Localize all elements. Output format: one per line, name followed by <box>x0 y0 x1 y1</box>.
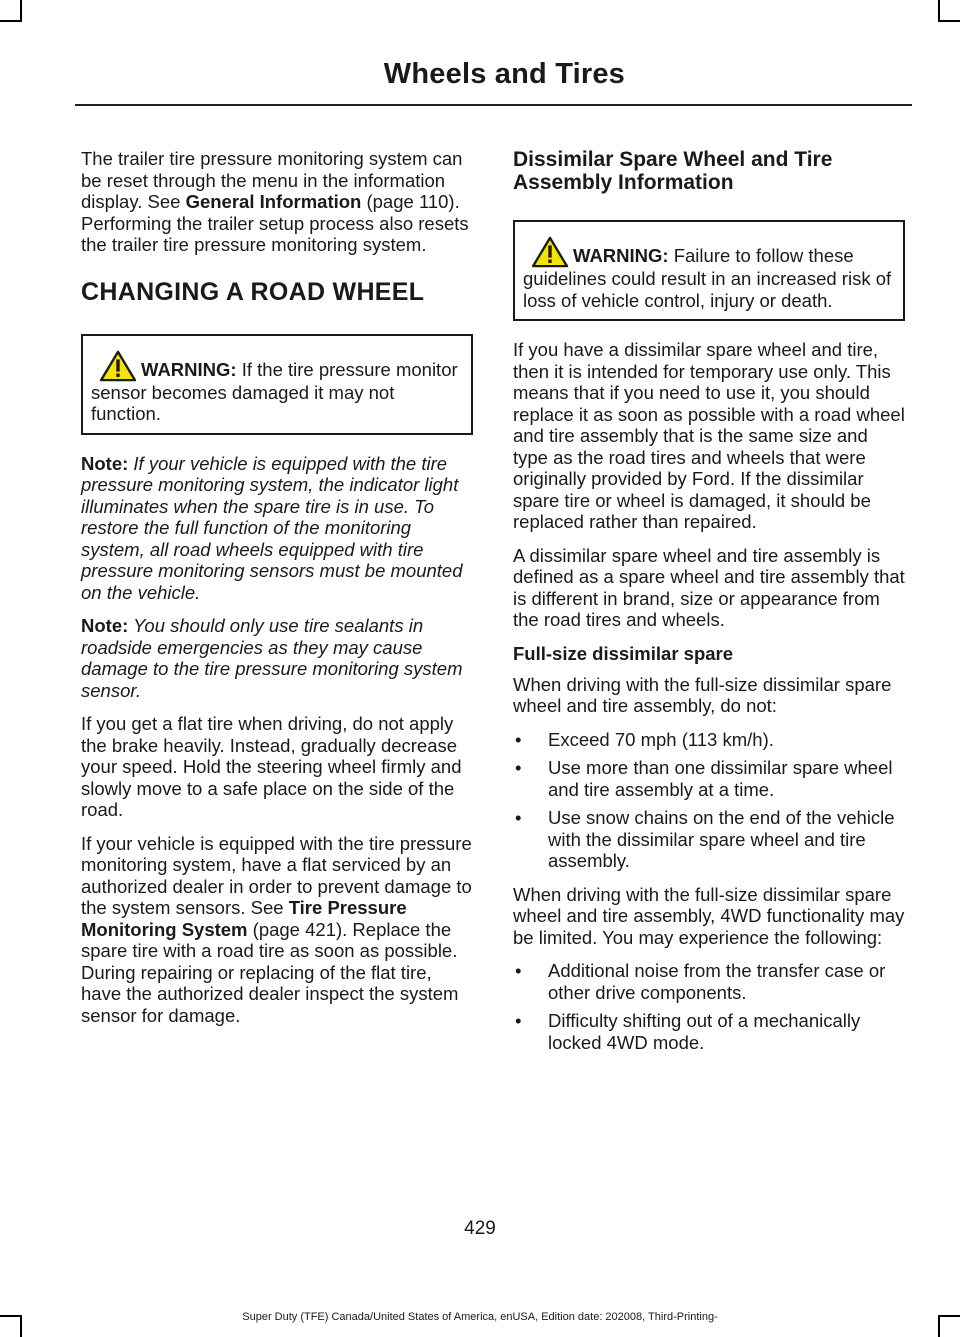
list-item: • Use more than one dissimilar spare wheel and tire assembly at a time. <box>515 757 893 800</box>
cross-reference-link[interactable]: Tire Pressure Monitoring System <box>81 897 407 940</box>
body-paragraph: When driving with the full-size dissimilar spare wheel and tire assembly, do not: <box>513 673 892 716</box>
warning-box <box>81 334 473 435</box>
bullet-list <box>513 729 905 872</box>
bullet-list <box>513 960 905 1053</box>
note-paragraph: Note: If your vehicle is equipped with the tire pressure monitoring system, the indicator light illuminates when the spare tire is in use. To restore the full function of the monitoring system, all road wheels equipped with tire pressure monitoring sensors must be mounted on the vehicle. <box>81 452 463 603</box>
warning-text: Failure to follow these guidelines could result in an increased risk of loss of vehicle control, injury or death. <box>523 245 892 311</box>
header-divider <box>75 104 912 106</box>
note-paragraph: Note: You should only use tire sealants in roadside emergencies as they may cause damage to the tire pressure monitoring system sensor. <box>81 615 463 701</box>
list-item: • Additional noise from the transfer case or other drive components. <box>515 960 886 1003</box>
crop-mark <box>938 20 960 22</box>
right-column <box>513 148 905 1065</box>
page-title: Wheels and Tires <box>383 58 625 90</box>
list-item: • Exceed 70 mph (113 km/h). <box>515 728 774 750</box>
section-heading: Dissimilar Spare Wheel and Tire Assembly Information <box>513 148 833 194</box>
crop-mark <box>0 20 22 22</box>
warning-text: If the tire pressure monitor sensor becomes damaged it may not function. <box>91 358 458 424</box>
warning-label: WARNING: <box>573 245 669 266</box>
body-paragraph: If you have a dissimilar spare wheel and tire, then it is intended for temporary use only. This means that if you need to use it, you should replace it as soon as possible with a road wheel and tire assembly that is the same size and type as the road tires and wheels that were originally provided by Ford. If the dissimilar spare tire or wheel is damaged, it should be replaced rather than repaired. <box>513 339 905 532</box>
subheading: Full-size dissimilar spare <box>513 642 734 664</box>
list-item: • Difficulty shifting out of a mechanically locked 4WD mode. <box>515 1010 861 1053</box>
section-heading: CHANGING A ROAD WHEEL <box>81 277 425 306</box>
warning-label: WARNING: <box>141 358 237 380</box>
warning-triangle-icon <box>531 236 569 268</box>
footer-edition-info: Super Duty (TFE) Canada/United States of America, enUSA, Edition date: 202008, Third-Printing- <box>242 1311 718 1323</box>
list-item: • Use snow chains on the end of the vehicle with the dissimilar spare wheel and tire assembly. <box>515 807 895 871</box>
crop-mark <box>20 0 22 22</box>
left-column <box>81 148 473 1038</box>
tpms-paragraph: If your vehicle is equipped with the tire pressure monitoring system, have a flat serviced by an authorized dealer in order to prevent damage to the system sensors. See Tire Pressure Monitoring System (page 421). Replace the spare tire with a road tire as soon as possible. During repairing or replacing of the flat tire, have the authorized dealer inspect the system sensor for damage. <box>81 832 472 1026</box>
body-paragraph: When driving with the full-size dissimilar spare wheel and tire assembly, 4WD functionality may be limited. You may experience the following: <box>513 883 905 948</box>
intro-paragraph: The trailer tire pressure monitoring system can be reset through the menu in the information display. See General Information (page 110). Performing the trailer setup process also resets the trailer tire pressure monitoring system. <box>81 148 469 255</box>
flat-tire-paragraph: If you get a flat tire when driving, do not apply the brake heavily. Instead, gradually decrease your speed. Hold the steering wheel firmly and slowly move to a safe place on the side of the road. <box>81 713 462 820</box>
page-number: 429 <box>464 1218 496 1239</box>
cross-reference-link[interactable]: General Information <box>185 191 362 212</box>
crop-mark <box>938 0 940 22</box>
warning-box <box>513 220 905 321</box>
body-paragraph: A dissimilar spare wheel and tire assembly is defined as a spare wheel and tire assembly that is different in brand, size or appearance from the road tires and wheels. <box>513 544 905 630</box>
warning-triangle-icon <box>99 350 137 382</box>
